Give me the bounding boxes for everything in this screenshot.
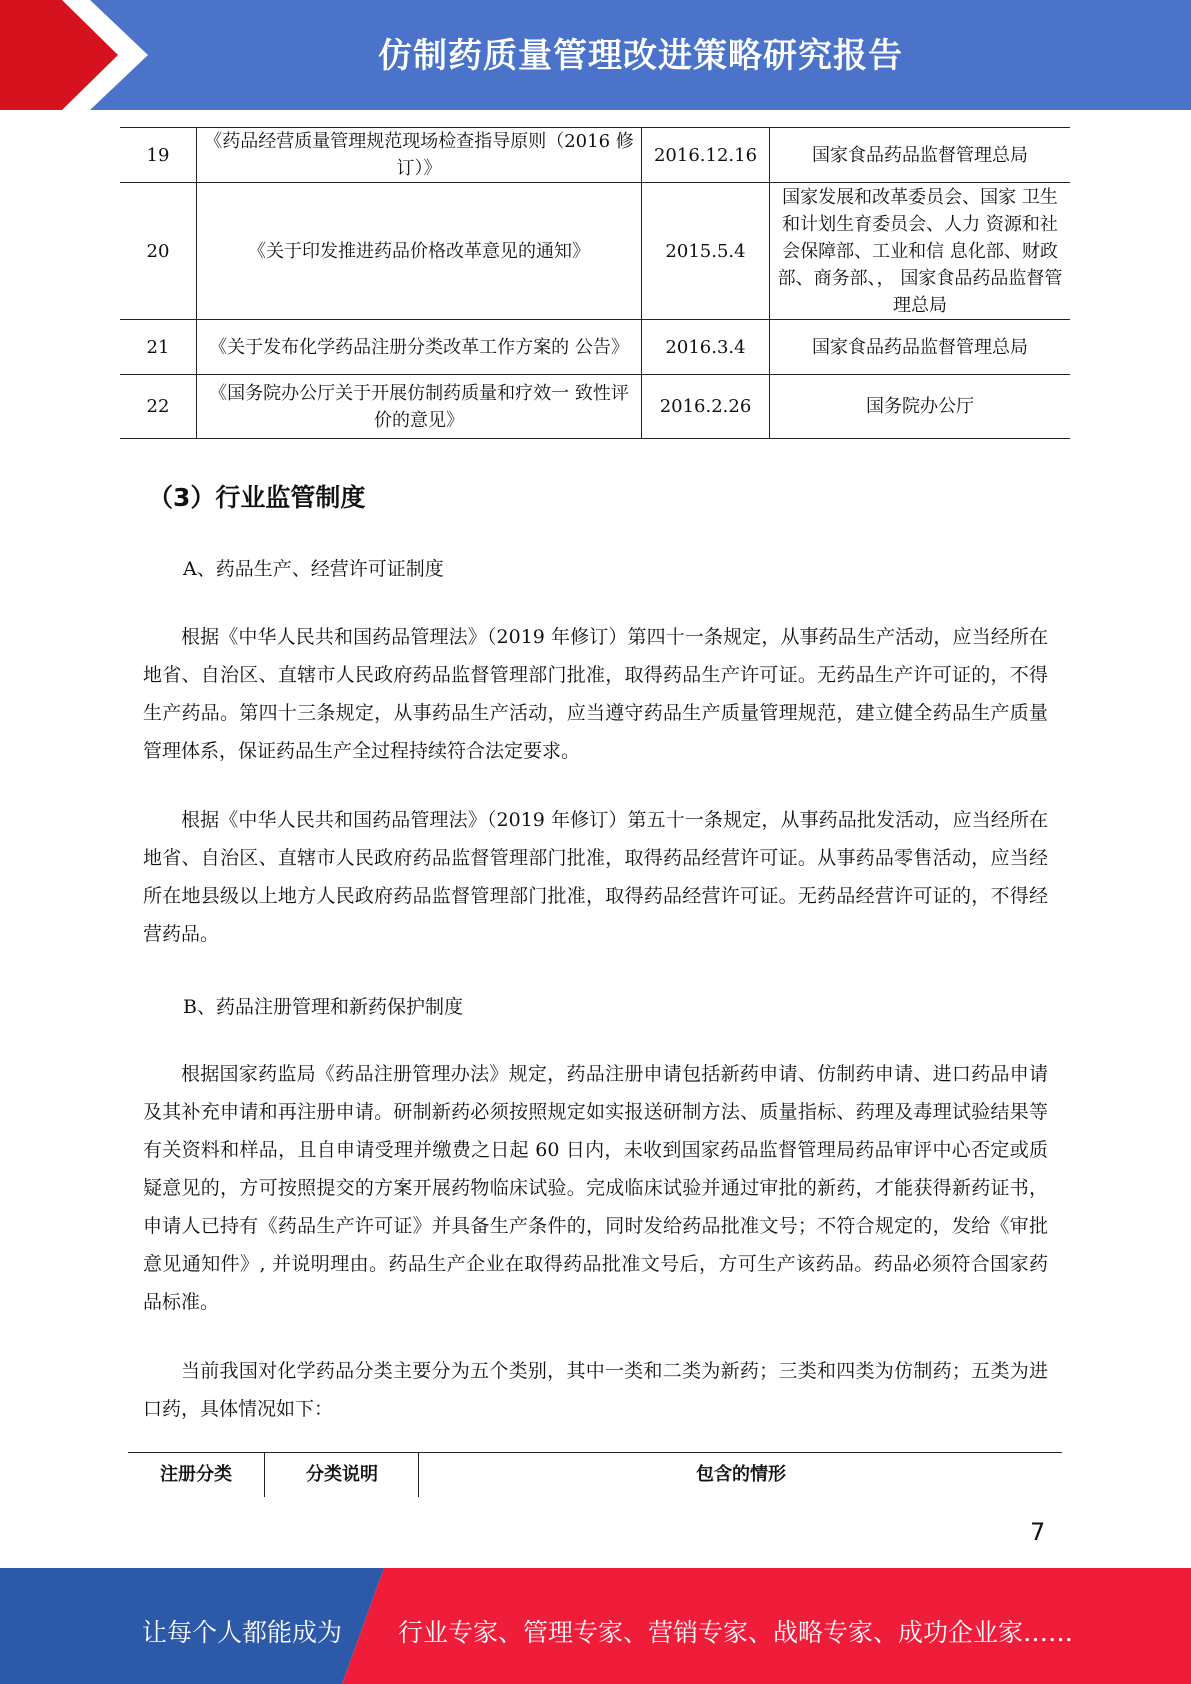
- row-number: 22: [120, 375, 197, 439]
- issuing-agency: 国务院办公厅: [770, 375, 1071, 439]
- issue-date: 2015.5.4: [642, 183, 770, 320]
- footer-banner: [0, 1568, 1191, 1684]
- issuing-agency: 国家食品药品监督管理总局: [770, 128, 1071, 183]
- column-header: 分类说明: [264, 1453, 419, 1497]
- section-heading: （3）行业监管制度: [148, 483, 366, 512]
- paragraph: 根据《中华人民共和国药品管理法》（2019 年修订）第五十一条规定，从事药品批发活动，应当经所在地省、自治区、直辖市人民政府药品监督管理部门批准，取得药品经营许可证。从事药品零售活动，应当经所在地县级以上地方人民政府药品监督管理部门批准，取得药品经营许可证。无药品经营许可证的，不得经营药品。: [143, 809, 1048, 945]
- regulation-name: 《关于发布化学药品注册分类改革工作方案的 公告》: [197, 320, 642, 375]
- paragraph: 根据《中华人民共和国药品管理法》（2019 年修订）第四十一条规定，从事药品生产活动，应当经所在地省、自治区、直辖市人民政府药品监督管理部门批准，取得药品生产许可证。无药品生产许可证的，不得生产药品。第四十三条规定，从事药品生产活动，应当遵守药品生产质量管理规范，建立健全药品生产质量管理体系，保证药品生产全过程持续符合法定要求。: [143, 626, 1048, 762]
- paragraph: 根据国家药监局《药品注册管理办法》规定，药品注册申请包括新药申请、仿制药申请、进口药品申请及其补充申请和再注册申请。研制新药必须按照规定如实报送研制方法、质量指标、药理及毒理试验结果等有关资料和样品，且自申请受理并缴费之日起 60 日内，未收到国家药品监督管理局药品审评中心否定或质疑意见的，方可按照提交的方案开展药物临床试验。完成临床试验并通过审批的新药，才能获得新药证书，申请人已持有《药品生产许可证》并具备生产条件的，同时发给药品批准文号；不符合规定的，发给《审批意见通知件》, 并说明理由。药品生产企业在取得药品批准文号后，方可生产该药品。药品必须符合国家药品标准。: [143, 1063, 1048, 1313]
- table-row: [120, 320, 1070, 375]
- regulation-name: 《国务院办公厅关于开展仿制药质量和疗效一 致性评价的意见》: [197, 375, 642, 439]
- regulation-name: 《关于印发推进药品价格改革意见的通知》: [197, 183, 642, 320]
- report-title: 仿制药质量管理改进策略研究报告: [378, 36, 903, 76]
- column-header: 注册分类: [160, 1464, 232, 1485]
- subheading-b: B、药品注册管理和新药保护制度: [183, 996, 463, 1018]
- header-banner: [0, 0, 1191, 110]
- issue-date: 2016.3.4: [642, 320, 770, 375]
- issuing-agency: 国家发展和改革委员会、国家 卫生和计划生育委员会、人力 资源和社会保障部、工业和信 息化部、财政部、商务部、， 国家食品药品监督管理总局: [770, 183, 1071, 320]
- regulation-name: 《药品经营质量管理规范现场检查指导原则（2016 修订）》: [197, 128, 642, 183]
- classification-table-header: [128, 1452, 1062, 1497]
- row-number: 21: [120, 320, 197, 375]
- slogan-left: 让每个人都能成为: [142, 1618, 343, 1647]
- table-row: [120, 183, 1070, 320]
- row-number: 19: [120, 128, 197, 183]
- page-number: 7: [1030, 1518, 1046, 1546]
- table-row: [120, 375, 1070, 439]
- column-header: 包含的情形: [418, 1453, 1063, 1497]
- table-row: [120, 128, 1070, 183]
- paragraph: 当前我国对化学药品分类主要分为五个类别，其中一类和二类为新药；三类和四类为仿制药；五类为进口药，具体情况如下：: [143, 1360, 1048, 1420]
- slogan-right: 行业专家、管理专家、营销专家、战略专家、成功企业家……: [398, 1618, 1074, 1647]
- chevron-arrow-icon: [0, 0, 160, 110]
- row-number: 20: [120, 183, 197, 320]
- subheading-a: A、药品生产、经营许可证制度: [183, 558, 444, 580]
- issue-date: 2016.12.16: [642, 128, 770, 183]
- issuing-agency: 国家食品药品监督管理总局: [770, 320, 1071, 375]
- regulations-table: [120, 127, 1070, 439]
- issue-date: 2016.2.26: [642, 375, 770, 439]
